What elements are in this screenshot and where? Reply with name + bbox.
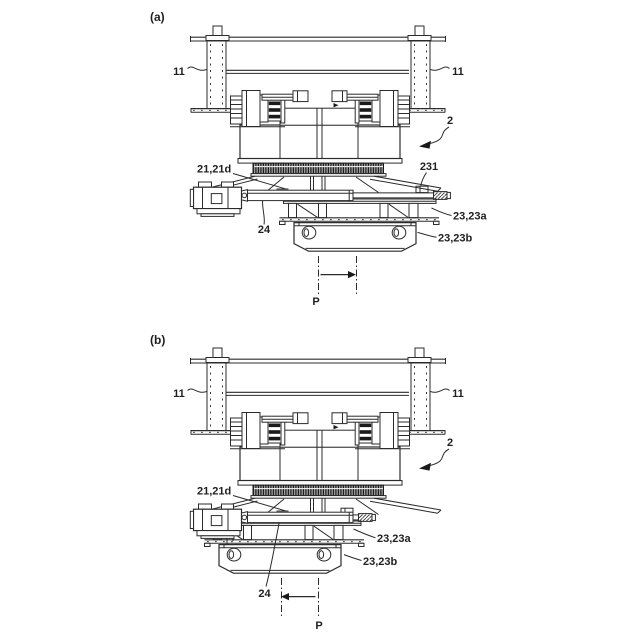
label-carriage-upper-b: 23,23a	[377, 533, 411, 545]
label-gear-b: 21,21d	[197, 485, 232, 498]
caption-a: (a)	[150, 10, 165, 24]
label-bracket-a: 231	[419, 161, 439, 173]
label-frame-right-b: 11	[452, 388, 464, 400]
label-machine-a: 2	[446, 115, 454, 127]
panel-a	[150, 10, 488, 308]
offset-arrow-left	[281, 593, 316, 600]
label-axis-a: P	[312, 296, 320, 308]
label-axis-b: P	[315, 620, 323, 632]
label-rod-a: 24	[257, 224, 271, 236]
caption-b: (b)	[150, 333, 166, 347]
rod-extension-b	[353, 515, 359, 520]
panel-b	[150, 333, 464, 632]
rod-extension-a	[353, 193, 434, 198]
label-carriage-upper-a: 23,23a	[453, 210, 487, 223]
label-carriage-base-b: 23,23b	[363, 556, 398, 568]
label-carriage-base-a: 23,23b	[438, 232, 473, 245]
label-frame-left-a: 11	[173, 66, 185, 78]
label-frame-right-a: 11	[452, 66, 464, 78]
label-frame-left-b: 11	[173, 388, 185, 400]
label-machine-b: 2	[446, 437, 454, 449]
label-rod-b: 24	[258, 588, 271, 600]
offset-arrow-right	[321, 271, 357, 278]
label-gear-a: 21,21d	[197, 163, 232, 176]
